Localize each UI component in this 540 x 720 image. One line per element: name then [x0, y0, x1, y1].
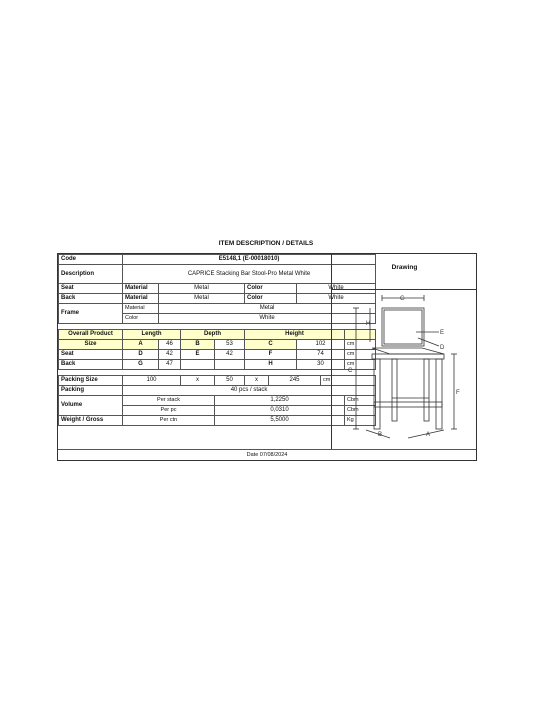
packing-size-x2: x: [245, 376, 269, 386]
description-value: CAPRICE Stacking Bar Stool-Pro Metal White: [123, 265, 376, 284]
overall-length-key: A: [123, 340, 159, 350]
frame-material: Metal: [159, 304, 376, 314]
volume-per-stack-unit: Cbm: [345, 396, 376, 406]
volume-per-stack-label: Per stack: [123, 396, 215, 406]
volume-stack-row: [59, 396, 376, 406]
overall-height-value: 102: [297, 340, 345, 350]
volume-per-pc-label: Per pc: [123, 406, 215, 416]
overall-depth-key: B: [181, 340, 215, 350]
back-unit: cm: [345, 360, 376, 370]
packing-size-length: 100: [123, 376, 181, 386]
volume-per-stack-value: 1,2250: [215, 396, 345, 406]
seat-material: Metal: [159, 284, 245, 294]
volume-label: Volume: [59, 396, 123, 416]
seat-row: [59, 284, 376, 294]
spec-sheet: [57, 238, 475, 458]
volume-per-pc-unit: Cbm: [345, 406, 376, 416]
back-color-label: Color: [245, 294, 297, 304]
depth-header: Depth: [181, 330, 245, 340]
date-row: Date 07/08/2024: [58, 449, 476, 460]
height-header: Height: [245, 330, 345, 340]
packing-size-height: 245: [269, 376, 321, 386]
packing-size-label: Packing Size: [59, 376, 123, 386]
weight-unit: Kg: [345, 416, 376, 426]
weight-label: Weight / Gross: [59, 416, 123, 426]
drawing-header: [332, 254, 477, 290]
description-label: Description: [59, 265, 123, 284]
code-value: E5148,1 (E-00018010): [123, 255, 376, 265]
frame-label: Frame: [59, 304, 123, 324]
dimensions-header-row: [59, 330, 376, 340]
back-color: White: [297, 294, 376, 304]
packing-value: 40 pcs / stack: [123, 386, 376, 396]
seat-color: White: [297, 284, 376, 294]
back-row: [59, 294, 376, 304]
back-height-value: 30: [297, 360, 345, 370]
back-length-key: G: [123, 360, 159, 370]
spec-frame: [57, 253, 477, 461]
overall-height-key: C: [245, 340, 297, 350]
dim-letter-g: G: [400, 296, 405, 302]
back-dimensions-row: [59, 360, 376, 370]
packing-size-row: [59, 376, 376, 386]
seat-dimensions-row: [59, 350, 376, 360]
weight-row: [59, 416, 376, 426]
seat-unit: cm: [345, 350, 376, 360]
weight-sub-label: Per ctn: [123, 416, 215, 426]
packing-size-depth: 50: [215, 376, 245, 386]
back-material: Metal: [159, 294, 245, 304]
seat-depth-value: 42: [215, 350, 245, 360]
frame-material-label: Material: [123, 304, 159, 314]
back-length-value: 47: [159, 360, 181, 370]
dim-letter-b: B: [378, 432, 383, 438]
spec-table: [58, 254, 376, 426]
packing-size-unit: cm: [321, 376, 376, 386]
packing-label: Packing: [59, 386, 123, 396]
stool-diagram: [344, 290, 464, 440]
dim-letter-e: E: [440, 330, 445, 336]
frame-material-row: [59, 304, 376, 314]
seat-dim-label: Seat: [59, 350, 123, 360]
back-dim-label: Back: [59, 360, 123, 370]
dim-letter-f: F: [456, 390, 460, 396]
seat-material-label: Material: [123, 284, 159, 294]
drawing-panel: [331, 254, 477, 450]
seat-height-value: 74: [297, 350, 345, 360]
seat-height-key: F: [245, 350, 297, 360]
back-height-key: H: [245, 360, 297, 370]
seat-length-value: 42: [159, 350, 181, 360]
overall-size-label-1: Overall Product: [59, 330, 123, 340]
overall-depth-value: 53: [215, 340, 245, 350]
sheet-title: ITEM DESCRIPTION / DETAILS: [218, 240, 314, 247]
packing-size-x1: x: [181, 376, 215, 386]
back-label: Back: [59, 294, 123, 304]
dim-letter-h: H: [366, 321, 371, 327]
drawing-title: Drawing: [391, 264, 418, 271]
weight-value: 5,5000: [215, 416, 345, 426]
seat-depth-key: E: [181, 350, 215, 360]
overall-size-label-2: Size: [59, 340, 123, 350]
packing-row: [59, 386, 376, 396]
code-row: [59, 255, 376, 265]
overall-unit: cm: [345, 340, 376, 350]
overall-size-row: [59, 340, 376, 350]
volume-per-pc-value: 0,0310: [215, 406, 345, 416]
frame-color: White: [159, 314, 376, 324]
dim-letter-d: D: [440, 345, 445, 351]
overall-length-value: 46: [159, 340, 181, 350]
back-material-label: Material: [123, 294, 159, 304]
seat-label: Seat: [59, 284, 123, 294]
frame-color-label: Color: [123, 314, 159, 324]
dim-letter-c: C: [348, 368, 353, 374]
dim-letter-a: A: [426, 432, 431, 438]
seat-color-label: Color: [245, 284, 297, 294]
length-header: Length: [123, 330, 181, 340]
seat-length-key: D: [123, 350, 159, 360]
code-label: Code: [59, 255, 123, 265]
description-row: [59, 265, 376, 284]
